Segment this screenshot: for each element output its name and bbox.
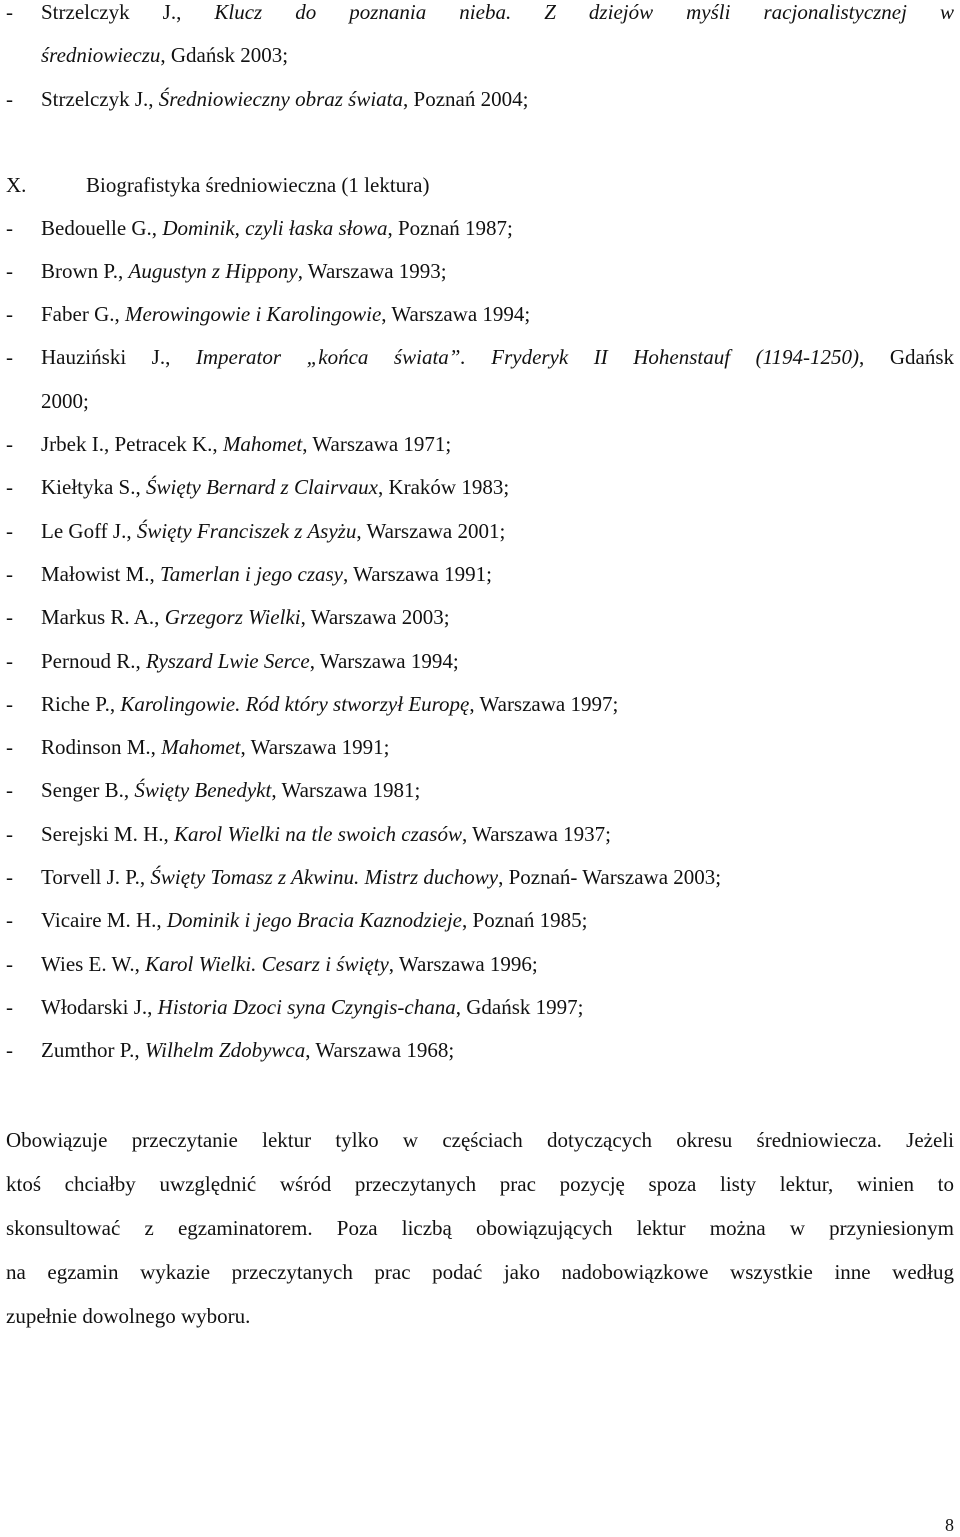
list-dash: - <box>6 562 13 586</box>
list-dash: - <box>6 735 13 759</box>
entry-text: Torvell J. P., Święty Tomasz z Akwinu. Mistrz duchowy, Poznań- Warszawa 2003; <box>41 865 722 889</box>
entry-text: Pernoud R., Ryszard Lwie Serce, Warszawa 1994; <box>41 649 459 673</box>
list-dash: - <box>6 908 13 932</box>
list-dash: - <box>6 822 13 846</box>
entry-text: Vicaire M. H., Dominik i jego Bracia Kaznodzieje, Poznań 1985; <box>41 908 588 932</box>
list-dash: - <box>6 865 13 889</box>
list-dash: - <box>6 778 13 802</box>
entry-text: Bedouelle G., Dominik, czyli łaska słowa, Poznań 1987; <box>41 216 513 240</box>
entry-text: Markus R. A., Grzegorz Wielki, Warszawa 2003; <box>41 605 450 629</box>
entry-text: Jrbek I., Petracek K., Mahomet, Warszawa 1971; <box>41 432 452 456</box>
entry-text: Brown P., Augustyn z Hippony, Warszawa 1993; <box>41 259 447 283</box>
entry-text: Włodarski J., Historia Dzoci syna Czyngis-chana, Gdańsk 1997; <box>41 995 584 1019</box>
paragraph-line: skonsultować z egzaminatorem. Poza liczbą obowiązujących lektur można w przyniesionym <box>6 1216 954 1240</box>
list-dash: - <box>6 692 13 716</box>
list-dash: - <box>6 216 13 240</box>
entry-text: Strzelczyk J., Klucz do poznania nieba. Z dziejów myśli racjonalistycznej w <box>41 0 954 24</box>
entry-text: Zumthor P., Wilhelm Zdobywca, Warszawa 1968; <box>41 1038 455 1062</box>
entry-text: Faber G., Merowingowie i Karolingowie, Warszawa 1994; <box>41 302 531 326</box>
entry-text: Małowist M., Tamerlan i jego czasy, Warszawa 1991; <box>41 562 492 586</box>
entry-text: Wies E. W., Karol Wielki. Cesarz i święty, Warszawa 1996; <box>41 952 538 976</box>
paragraph-line: zupełnie dowolnego wyboru. <box>6 1304 251 1328</box>
paragraph-line: ktoś chciałby uwzględnić wśród przeczytanych prac pozycję spoza listy lektur, winien to <box>6 1172 954 1196</box>
paragraph-line: na egzamin wykazie przeczytanych prac podać jako nadobowiązkowe wszystkie inne według <box>6 1260 954 1284</box>
entry-text-continuation: średniowieczu, Gdańsk 2003; <box>41 43 289 67</box>
list-dash: - <box>6 952 13 976</box>
list-dash: - <box>6 995 13 1019</box>
paragraph-line: Obowiązuje przeczytanie lektur tylko w częściach dotyczących okresu średniowiecza. Jeżeli <box>6 1128 954 1152</box>
entry-text: Le Goff J., Święty Franciszek z Asyżu, Warszawa 2001; <box>41 519 506 543</box>
entry-text: Hauziński J., Imperator „końca świata”. Fryderyk II Hohenstauf (1194-1250), Gdańsk <box>41 345 954 369</box>
entry-text: Senger B., Święty Benedykt, Warszawa 1981; <box>41 778 421 802</box>
entry-text: Serejski M. H., Karol Wielki na tle swoich czasów, Warszawa 1937; <box>41 822 611 846</box>
section-number: X. <box>6 173 27 197</box>
entry-text-continuation: 2000; <box>41 389 89 413</box>
list-dash: - <box>6 519 13 543</box>
section-title: Biografistyka średniowieczna (1 lektura) <box>86 173 430 197</box>
list-dash: - <box>6 87 13 111</box>
list-dash: - <box>6 605 13 629</box>
list-dash: - <box>6 649 13 673</box>
list-dash: - <box>6 302 13 326</box>
list-dash: - <box>6 259 13 283</box>
list-dash: - <box>6 0 13 24</box>
entry-text: Riche P., Karolingowie. Ród który stworzył Europę, Warszawa 1997; <box>41 692 619 716</box>
entry-text: Rodinson M., Mahomet, Warszawa 1991; <box>41 735 390 759</box>
entry-text: Kiełtyka S., Święty Bernard z Clairvaux, Kraków 1983; <box>41 475 510 499</box>
entry-text: Strzelczyk J., Średniowieczny obraz świata, Poznań 2004; <box>41 87 529 111</box>
list-dash: - <box>6 1038 13 1062</box>
list-dash: - <box>6 345 13 369</box>
list-dash: - <box>6 475 13 499</box>
list-dash: - <box>6 432 13 456</box>
page-number: 8 <box>945 1515 954 1535</box>
